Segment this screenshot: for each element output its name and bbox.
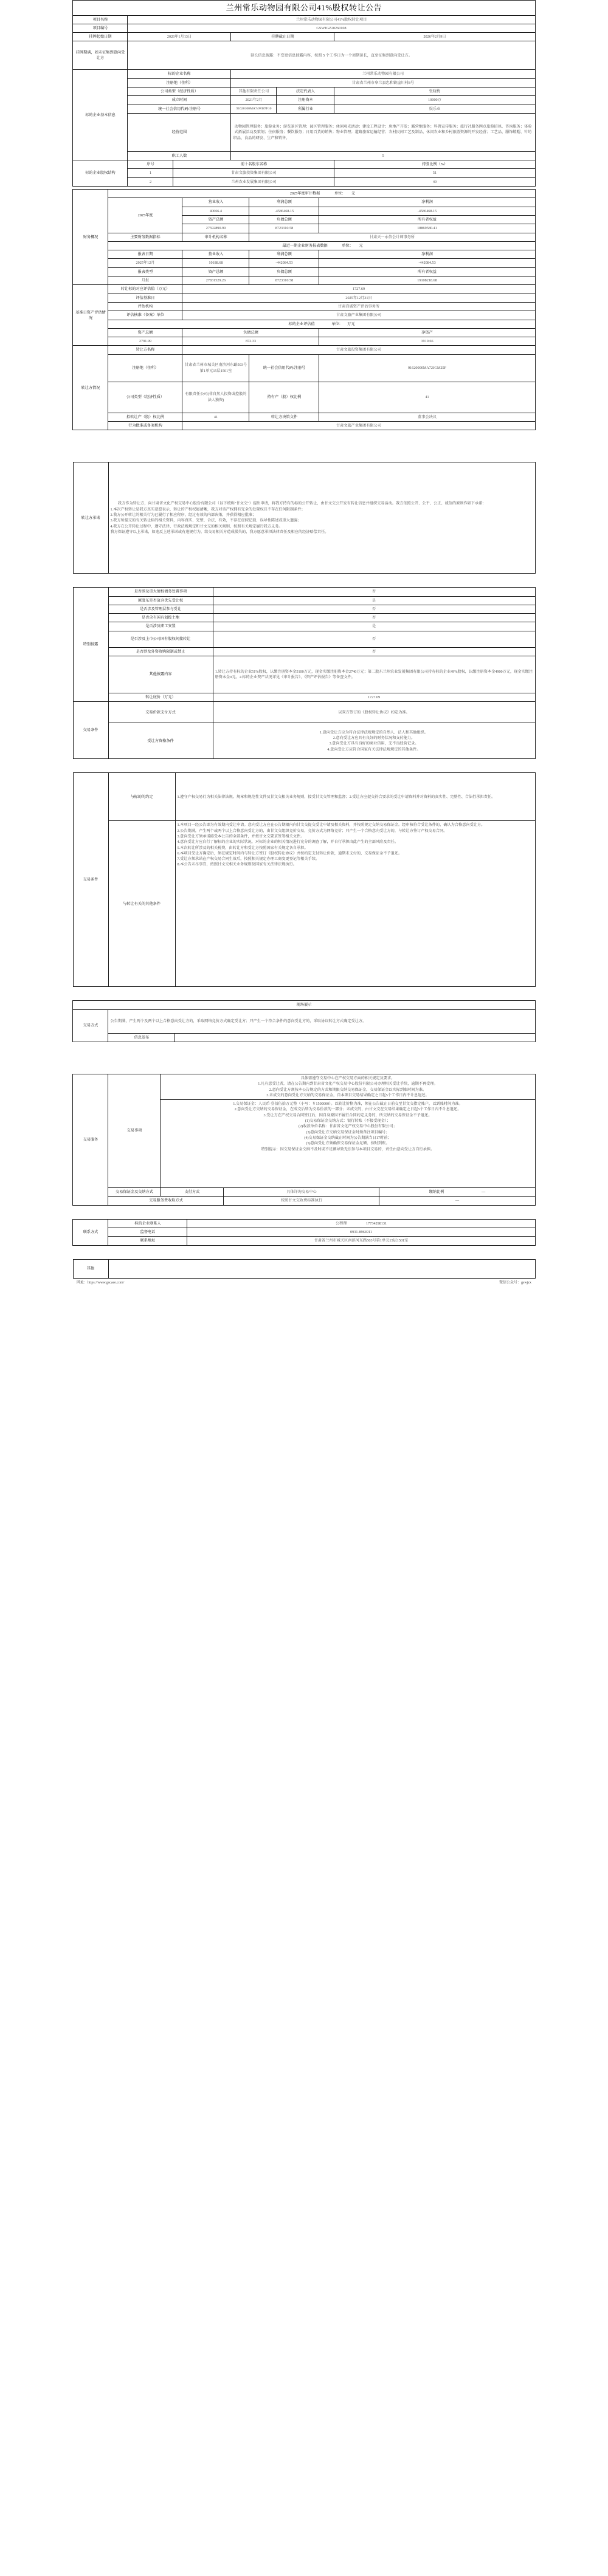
site-display-label: 现场展示 [73, 1001, 535, 1009]
deposit-label: 交易保证金及交纳方式 [108, 1188, 161, 1197]
appraisal-approval-label: 评估核准（备案）单位 [108, 311, 182, 320]
appraisal-base-date-row [73, 294, 535, 302]
basic-info-table [72, 0, 535, 187]
audited-liabilities: 8723310.58 [249, 224, 319, 233]
section-gap [0, 1246, 608, 1259]
trade-other-item: 6.本项目受让方确定后，须在规定时间内与转让方签订《股权转让协议》并按约定支付转让价款，逾期未支付的，交易保证金不予退还。 [177, 851, 402, 856]
employees-label: 职工人数 [128, 151, 231, 160]
reg-capital-label: 注册资本 [277, 96, 334, 105]
latest-equity: 19108218.68 [319, 276, 535, 285]
trade-terms-section-label: 交易条件 [73, 702, 108, 759]
appraisal-base-date-label: 评估基准日 [108, 294, 182, 302]
appraisal-target-value-row [73, 285, 535, 294]
appraisal-liabilities: 872.33 [182, 337, 319, 346]
payment-qualification-table [73, 701, 536, 759]
deposit-item: (2)收款单位名称：甘肃省文化产权交易中心股份有限公司； [299, 1124, 397, 1129]
assets-col: 资产总额 [182, 215, 249, 224]
deposit-ratio-label-text: 缴纳比例 [429, 1190, 444, 1195]
contact-address-row [73, 1237, 535, 1245]
disclosure-item-label: 是否涉及重大债权债务处置事项 [108, 588, 213, 596]
target-established-row [73, 96, 535, 105]
audited-income: 40666.4 [182, 207, 249, 215]
contact-org-label: 标的企业联系人 [108, 1219, 187, 1228]
disclosure-item-value: 否 [213, 631, 535, 647]
trade-other-label: 与转让有关的其他条件 [108, 821, 175, 987]
disclosure-other-value: 1.转让方持有标的企业51%股权，认缴注册资本金5100万元，现金实缴注册资本金2740万元；第二股东兰州农业发展集团有限公司持有标的企业49%股权，认缴注册资本金4900万元，现金实缴注册资本金0元。2.标的企业资产状况详见《审计报告》、《资产评估报告》等备查文件。 [213, 656, 535, 693]
project-name-value: 兰州常乐动物园有限公司41%股权转让项目 [128, 15, 535, 24]
approval-org-label: 行为批准或备案机构 [108, 422, 182, 430]
target-name-label: 标的企业名称 [128, 70, 231, 78]
trade-other-item: 8.本公告未尽事宜，按照甘文交相关业务规则及国家有关法律法规执行。 [177, 862, 297, 867]
disclosure-row [73, 596, 535, 605]
commitment-item: 3.我方所提交的有关转让标的相关资料，内容真实、完整、合法、有效，不存在虚假记载、误导性陈述或重大遗漏； [110, 518, 302, 523]
financial-appraisal-table [72, 189, 535, 430]
liabilities-col: 负债总额 [249, 215, 319, 224]
commitment-item: 1.本次产权转让是我方真实意愿表示，转让的产权权属清晰，我方对该产权拥有完全的处置权且不存在任何限制条件； [110, 507, 305, 512]
deposit-body [161, 1100, 535, 1188]
footer-public-account: 微信公众号：gswjzx [499, 1280, 531, 1285]
trade-other-item: 3.意向受让方须承诺接受本公告的全部条件，并按甘文交要求签署相关文件。 [177, 834, 305, 839]
disclosure-row [73, 622, 535, 631]
disclosure-item-value: 是 [213, 596, 535, 605]
target-section-label: 标的企业基本信息 [73, 70, 128, 160]
transferor-name: 甘肃文旅投资集团有限公司 [182, 346, 535, 354]
unit-value: 万元 [347, 321, 355, 326]
target-type-value: 其他有限责任公司 [231, 87, 277, 95]
payment-value: 以双方签订的《股权转让协议》约定为准。 [213, 702, 535, 723]
transferor-address-row [73, 354, 535, 382]
table-row [73, 177, 535, 186]
service-fee-value: 按照甘文交收费标准执行 [224, 1197, 379, 1205]
section-gap [0, 430, 608, 462]
qualification-item: 1.意向受让方应为符合法律法规规定的自然人、法人和其他组织。 [320, 730, 428, 735]
trade-service-item-label: 交易事项 [108, 1074, 161, 1187]
report-type-col: 报表类型 [108, 267, 182, 276]
commitment-item: 2.我方公开转让的相关行为已履行了相应程序，经过有效的内部决策，并获得相应批准； [110, 513, 257, 517]
commitment-item: 4.我方在公开转让过程中，遵守法律、行政法规规定和甘文交的相关规则，按照有关规定履行我方义务。 [110, 524, 283, 529]
deposit-item: (4)交易保证金交纳截止时间为公告期满当日17时前； [304, 1135, 392, 1140]
target-type-label: 公司类型（经济性质） [128, 87, 231, 95]
audited-net-profit: -4586468.15 [319, 207, 535, 215]
others-label: 其他 [73, 1259, 108, 1278]
financial-section-label: 财务概况 [73, 190, 108, 285]
established-value: 2021年2月 [231, 96, 277, 105]
listing-end-label: 挂牌截止日期 [231, 33, 334, 41]
trade-method-section-label: 交易方式 [73, 1009, 108, 1042]
decision-doc: 董事会决议 [319, 413, 535, 421]
pay-method-value: 具体详询交易中心 [224, 1188, 379, 1197]
deposit-item: 2.意向受让方交纳的交易保证金，在成交后转为交易价款的一部分；未成交的，由甘文交在交易结果确定之日起5个工作日内不计息退还。 [234, 1107, 461, 1112]
appraisal-section-label: 基准日资产评估情况 [73, 285, 108, 346]
audited-period-label: 2025年度 [108, 198, 182, 233]
audited-assets: 27592890.99 [182, 224, 249, 233]
supervisor-phone: 0931-8964911 [187, 1228, 535, 1237]
audited-equity: 18869580.41 [319, 224, 535, 233]
disclosure-item-value: 否 [213, 588, 535, 596]
trade-method-table [72, 1000, 535, 1042]
equity-col-shareholder: 前十名股东名称 [173, 160, 334, 169]
trade-service-rules-value: 具体需遵守交易中心在产权交易方面的相关规定及要求。 [300, 1076, 395, 1080]
transfer-ratio-label: 拟转让产（股）权比例 [108, 413, 182, 421]
trade-other-item: 5.本次转让所涉及的相关税费，由转让方和受让方按照国家有关规定各自承担。 [177, 845, 308, 850]
audited-data-header [108, 190, 535, 198]
qualification-item: 4.意向受让方应符合国家有关法律法规规定的其他条件。 [327, 747, 421, 752]
commitment-table [73, 462, 536, 574]
section-gap [0, 987, 608, 1000]
latest-col-row [73, 250, 535, 259]
base-price-value: 1727.69 [213, 693, 535, 702]
legal-rep-label: 法定代表人 [277, 87, 334, 95]
trade-service-notice-item: 3.未成交的意向受让方交纳的交易保证金，自本项目交易结果确定之日起5个工作日内不计息退还。 [266, 1093, 429, 1097]
equity-row-no: 2 [128, 177, 173, 186]
target-name-row [73, 70, 535, 78]
trade-other-item: 7.受让方须承诺在产权交易合同生效后，按照相关规定办理工商变更登记等相关手续。 [177, 857, 320, 862]
unit-label: 单位： [331, 321, 343, 326]
disclosure-item-value: 否 [213, 605, 535, 613]
transferor-section-label: 转让方情况 [73, 346, 108, 430]
project-no-label: 项目编号 [73, 24, 128, 32]
income-col: 营业收入 [182, 198, 249, 207]
supervisor-label: 监督电话 [108, 1228, 187, 1237]
contact-person-row [73, 1219, 535, 1228]
transferor-name-label: 转让方名称 [108, 346, 182, 354]
commitment-body [108, 462, 535, 574]
trade-other-body [175, 821, 535, 987]
qualification-body [213, 723, 535, 759]
transferor-transfer-ratio-row [73, 413, 535, 421]
commitment-label: 转让方承诺 [73, 462, 108, 574]
liabilities-col: 负债总额 [182, 328, 319, 337]
unit-value: 元 [351, 191, 356, 196]
transferor-credit-label: 统一社会信用代码/注册号 [249, 354, 319, 382]
base-price-label: 转让底价（万元） [108, 693, 213, 702]
income-col: 营业收入 [182, 250, 249, 259]
industry-value: 娱乐业 [334, 105, 535, 113]
appraisal-target-value: 1727.69 [182, 285, 535, 294]
commitment-closing: 我方保证遵守以上承诺，如违反上述承诺或有违规行为，给交易相关方造成损失的，我方愿意承担法律责任及相应的经济赔偿责任。 [110, 529, 329, 534]
disclosure-row [73, 614, 535, 622]
others-table [73, 1259, 536, 1279]
disclosure-item-value: 是 [213, 622, 535, 631]
deposit-item: (1)交易保证金交纳方式：银行转账（不接受现金）； [305, 1119, 391, 1124]
trade-other-item: 2.公告期满，产生两个或两个以上合格意向受让方的，由甘文交组织竞价交易，竞价方式为网络竞价；只产生一个合格意向受让方的，与转让方签订产权交易合同。 [177, 828, 447, 833]
disclosure-section-label: 特别披露 [73, 588, 108, 702]
net-assets-col: 净资产 [319, 328, 535, 337]
scope-value: 动物园管理服务；旅游业务；游览景区管理；园区管理服务；休闲观光活动；建设工程设计；房地产开发；露营地服务；科普宣传服务；旅行社服务网点旅游招徕、咨询服务；体验式拓展活动及策划；住宿服务；餐饮服务；日用百货的销售；物业管理；道路旅客运输经营；农村民间工艺及制品、休闲农业和乡村旅游资源的开发经营；工艺品、服饰鞋帽、针纺织品、食品的研发、生产和销售。 [231, 113, 535, 151]
latest-value-row [73, 259, 535, 267]
transferor-type-label: 公司类型（经济性质） [108, 382, 182, 413]
disclosure-item-label: 是否涉及上市公司国有股权间接转让 [108, 631, 213, 647]
latest-net-profit: -442084.53 [319, 259, 535, 267]
unit-label: 单位： [334, 191, 346, 196]
latest-header-row [73, 241, 535, 250]
title-row [73, 1, 535, 16]
disclosure-item-label: 原股东是否放弃优先受让权 [108, 596, 213, 605]
established-label: 成立时间 [128, 96, 231, 105]
latest-liabilities: 8723310.58 [249, 276, 319, 285]
unit-value: 元 [359, 243, 363, 248]
appraisal-value-header-text: 标的企业评估值 [288, 321, 315, 326]
transferor-address-label: 注册地（住所） [108, 354, 182, 382]
section-gap [0, 759, 608, 772]
decision-doc-label: 转让方决策文件 [249, 413, 319, 421]
disclosure-item-value: 否 [213, 647, 535, 656]
target-name-value: 兰州常乐动物园有限公司 [231, 70, 535, 78]
deposit-item: (3)意向受让方交纳交易保证金时须备注项目编号； [306, 1130, 390, 1135]
commitment-row [73, 462, 535, 574]
unit-label: 单位： [342, 243, 353, 248]
industry-label: 所属行业 [277, 105, 334, 113]
trade-other-item: 4.意向受让方应自行了解标的企业的实际状况，对标的企业的相关情况进行充分的调查了解，并自行承担由此产生的全部风险及责任。 [177, 840, 399, 845]
extension-label: 挂牌期满，如未征集到意向受让方 [73, 41, 128, 70]
deposit-item: 3.受让方在产权交易合同签订后，因自身原因不履行合同约定义务的，所交纳的交易保证金不予退还。 [263, 1113, 432, 1118]
trade-service-notice-item: 2.意向受让方须按本公告规定的方式和期限交纳交易保证金，交易保证金以实际到账时间为准。 [269, 1087, 427, 1092]
commitment-intro: 我方作为转让方，向甘肃省文化产权交易中心股份有限公司（以下统称“甘文交”）提出申请，将我方持有的标的公开转让，由甘文交公开发布转让信息并组织交易活动。我方依照公开、公平、公正、诚信的原则作如下承诺： [117, 501, 486, 506]
contact-table [72, 1219, 535, 1246]
qualification-label: 受让方资格条件 [108, 723, 213, 759]
footer [73, 1279, 535, 1288]
equity-header-row [73, 160, 535, 169]
qualification-item: 2.意向受让方应具有良好的财务状况和支付能力。 [333, 736, 415, 741]
appraisal-org-label: 评估机构 [108, 302, 182, 311]
document-page [0, 0, 608, 1287]
audited-header-row [73, 190, 535, 198]
equity-col: 所有者权益 [319, 215, 535, 224]
appraisal-value-header-row [73, 320, 535, 328]
disclosure-row [73, 588, 535, 596]
contact-address-label: 联系地址 [108, 1237, 187, 1245]
disclosure-item-label: 是否涉及管理层参与受让 [108, 605, 213, 613]
audit-org-label: 审计机构名称 [182, 233, 249, 241]
hold-ratio-label: 持有产（股）权比例 [249, 382, 319, 413]
target-address-row [73, 78, 535, 87]
transfer-ratio: 41 [182, 413, 249, 421]
appraisal-net-assets: 1919.66 [319, 337, 535, 346]
transferor-approval-row [73, 422, 535, 430]
listing-dates-row [73, 33, 535, 41]
extension-value: 延长信息披露：不变更信息披露内容，按照 5 个工作日为一个周期延长，直至征集到意向受让方。 [128, 41, 535, 70]
transferor-type-row [73, 382, 535, 413]
equity-row-ratio: 49 [334, 177, 535, 186]
qualification-item: 3.意向受让方具有良好的商业信用，无不良经营记录。 [329, 741, 419, 746]
transferor-credit-code: 91620000MA72JGM25F [319, 354, 535, 382]
target-scope-row [73, 113, 535, 151]
project-name-label: 项目名称 [73, 15, 128, 24]
hold-ratio: 41 [319, 382, 535, 413]
latest-col-row2 [73, 267, 535, 276]
audited-profit: -4586468.15 [249, 207, 319, 215]
transferor-address: 甘肃省兰州市城关区南滨河东路503号第1单元15层1501室 [182, 354, 249, 382]
latest-value-row2 [73, 276, 535, 285]
report-date-col: 报表日期 [108, 250, 182, 259]
trade-other-item: 1.本项目一经公告即为有效期内受让申请。意向受让方应在公告期限内向甘文交提交受让申请及相关资料，并按照规定交纳交易保证金。经审核符合受让条件的，确认为合格意向受让方。 [177, 823, 485, 828]
trade-commitment-value: 1.遵守产权交易行为相关法律法规、规章和规范性文件及甘文交相关业务规则，接受甘文交管理和监督；2.受让方应提交符合要求的受让申请资料并对资料的真实性、完整性、合法性承担责任。 [175, 773, 535, 821]
info-release-value [175, 1033, 535, 1042]
appraisal-base-date: 2025年12月31日 [182, 294, 535, 302]
target-type-row [73, 87, 535, 95]
table-row [73, 169, 535, 177]
audited-col-row [73, 198, 535, 207]
contact-person-name: 公程理 [335, 1221, 347, 1226]
section-gap [0, 1042, 608, 1074]
trade-service-section-label: 交易服务 [73, 1074, 108, 1205]
deposit-ratio-value: — [482, 1190, 486, 1195]
latest-data-header [108, 241, 535, 250]
trade-service-rules-text [161, 1074, 535, 1099]
trade-service-notice-item: 1.凡有意受让者，请在公告期内到甘肃省文化产权交易中心股份有限公司办理相关受让手续，逾期不再受理。 [258, 1082, 438, 1087]
credit-code-value: 91620100MA74WH7F10 [231, 105, 277, 113]
deposit-item: (5)意向受让方须确保交易保证金足额、按时到账。 [306, 1141, 390, 1146]
appraisal-assets: 2791.99 [108, 337, 182, 346]
deposit-item: 特别提示：因交易保证金交纳不及时或不足额导致无法参与本项目交易的，责任由意向受让方自行承担。 [261, 1147, 435, 1152]
deposit-item: 1.交易保证金：人民币 壹佰伍拾万元整（小写：￥1500000）。以转让价格为准，须在公告截止日前交至甘文交指定账户，以到账时间为准。 [233, 1102, 463, 1107]
extension-row [73, 41, 535, 70]
main-indicator-label: 主要财务数据指标 [108, 233, 182, 241]
target-credit-row [73, 105, 535, 113]
profit-col: 利润总额 [249, 250, 319, 259]
deposit-ratio-label [379, 1188, 535, 1197]
others-value [108, 1259, 535, 1278]
project-no-value: GSWJGZ20260108 [128, 24, 535, 32]
payment-label: 交易价款支付方式 [108, 702, 213, 723]
trade-method-row [73, 1009, 535, 1033]
appraisal-org: 甘肃百诚资产评估事务所 [182, 302, 535, 311]
trade-conditions-section-label: 交易条件 [73, 773, 108, 987]
contact-person-phone: 17734298131 [366, 1221, 387, 1226]
liabilities-col: 负债总额 [249, 267, 319, 276]
transferor-name-row [73, 346, 535, 354]
target-address-value: 甘肃省兰州市皋兰县忠和镇崖川村8号 [231, 78, 535, 87]
appraisal-approval-row [73, 311, 535, 320]
trade-method-value: 公告期满，产生两个及两个以上合格意向受让方的，采取网络竞价方式确定受让方；只产生一个符合条件的意向受让方的，采取协议转让方式确定受让方。 [108, 1009, 535, 1033]
others-row [73, 1259, 535, 1278]
disclosure-item-label: 是否涉及外资收购限制或禁止 [108, 647, 213, 656]
target-address-label: 注册地（住所） [128, 78, 231, 87]
equity-col-ratio: 持股比例（%） [334, 160, 535, 169]
page-title: 兰州常乐动物园有限公司41%股权转让公告 [73, 1, 535, 16]
appraisal-org-row [73, 302, 535, 311]
disclosure-other-label: 其他披露内容 [108, 656, 213, 693]
disclosure-other-row [73, 656, 535, 693]
employees-value: 5 [231, 151, 535, 160]
listing-start-label: 挂牌起始日期 [73, 33, 128, 41]
trade-commitment-label: 与标的的约定 [108, 773, 175, 821]
latest-profit: -442084.53 [249, 259, 319, 267]
appraisal-value-row [73, 337, 535, 346]
project-name-row [73, 15, 535, 24]
transferor-type: 有限责任公司(非自然人投资或控股的法人独资) [182, 382, 249, 413]
net-profit-col: 净利润 [319, 250, 535, 259]
base-price-row [73, 693, 535, 702]
pay-method-label: 支付方式 [161, 1188, 224, 1197]
contact-org-value [187, 1219, 535, 1228]
contact-section-label: 联系方式 [73, 1219, 108, 1245]
project-no-row [73, 24, 535, 32]
appraisal-approval: 甘肃文旅产业集团有限公司 [182, 311, 535, 320]
supervisor-row [73, 1228, 535, 1237]
latest-report-date: 2025年12月 [108, 259, 182, 267]
reg-capital-value: 10000万 [334, 96, 535, 105]
trade-service-table [72, 1074, 535, 1206]
info-release-row [73, 1033, 535, 1042]
appraisal-value-header [108, 320, 535, 328]
approval-org: 甘肃文旅产业集团有限公司 [182, 422, 535, 430]
latest-report-type: 月报 [108, 276, 182, 285]
disclosure-table [73, 587, 536, 702]
equity-row-no: 1 [128, 169, 173, 177]
service-fee-row [73, 1197, 535, 1205]
info-release-label: 信息发布 [108, 1033, 175, 1042]
latest-income: 10188.68 [182, 259, 249, 267]
target-employees-row [73, 151, 535, 160]
disclosure-row [73, 647, 535, 656]
audit-org-value: 甘肃天一永信会计师事务所 [249, 233, 535, 241]
site-display-row [73, 1001, 535, 1009]
payment-row [73, 702, 535, 723]
equity-row-shareholder: 兰州农业发展集团有限公司 [173, 177, 334, 186]
footer-website: 网址：https://www.gscaee.com/ [77, 1280, 125, 1285]
contact-address-value: 甘肃省兰州市城关区南滨河东路503号第1单元15层1501室 [187, 1237, 535, 1245]
trade-other-row [73, 821, 535, 987]
trade-conditions-table [73, 772, 536, 987]
equity-row-ratio: 51 [334, 169, 535, 177]
service-fee-col: — [379, 1197, 535, 1205]
scope-label: 经营范围 [128, 113, 231, 151]
appraisal-col-row [73, 328, 535, 337]
disclosure-item-value: 否 [213, 614, 535, 622]
section-gap [0, 1206, 608, 1219]
latest-header-text: 最近一期企业财务报表数据 [282, 243, 328, 248]
equity-col: 所有者权益 [319, 267, 535, 276]
appraisal-target-value-label: 转让标的对应评估值（万元） [108, 285, 182, 294]
assets-col: 资产总额 [108, 328, 182, 337]
service-fee-label: 交易服务费收取方式 [108, 1197, 224, 1205]
assets-col: 资产总额 [182, 267, 249, 276]
deposit-method-row [73, 1188, 535, 1197]
latest-assets: 27831529.26 [182, 276, 249, 285]
disclosure-item-label: 是否含有国有划拨土地 [108, 614, 213, 622]
listing-start-value: 2026年1月13日 [128, 33, 231, 41]
disclosure-row [73, 605, 535, 613]
trade-commitment-row [73, 773, 535, 821]
legal-rep-value: 张晓梅 [334, 87, 535, 95]
listing-end-value: 2026年2月9日 [334, 33, 535, 41]
credit-code-label: 统一社会信用代码/注册号 [128, 105, 231, 113]
equity-col-no: 序号 [128, 160, 173, 169]
disclosure-item-label: 是否涉及职工安置 [108, 622, 213, 631]
equity-section-label: 标的企业股权结构 [73, 160, 128, 187]
profit-col: 利润总额 [249, 198, 319, 207]
audit-org-row [73, 233, 535, 241]
qualification-row [73, 723, 535, 759]
equity-row-shareholder: 甘肃文旅投资集团有限公司 [173, 169, 334, 177]
audited-header-text: 2025年度审计数据 [289, 191, 320, 196]
section-gap [0, 574, 608, 587]
disclosure-row [73, 631, 535, 647]
net-profit-col: 净利润 [319, 198, 535, 207]
trade-service-rules-row [73, 1074, 535, 1099]
